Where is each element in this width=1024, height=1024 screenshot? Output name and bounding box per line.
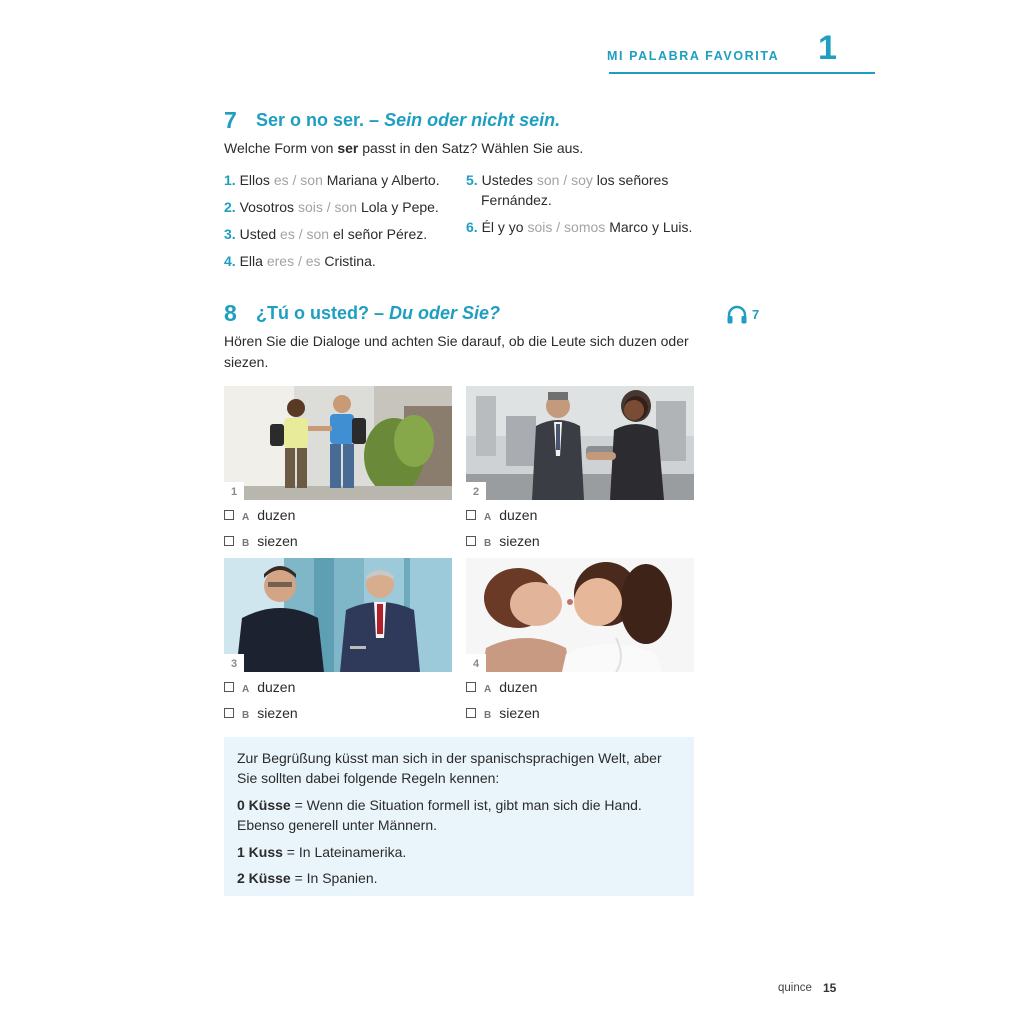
photo-4-option-a[interactable]: A duzen <box>466 678 537 699</box>
photo-1-number: 1 <box>224 482 244 500</box>
exercise-7-item-6[interactable]: 6. Él y yo sois / somos Marco y Luis. <box>466 219 693 235</box>
photo-4-option-b[interactable]: B siezen <box>466 704 540 725</box>
checkbox[interactable] <box>466 682 476 692</box>
audio-track-button[interactable] <box>726 305 766 325</box>
page-number: 15 <box>823 981 837 995</box>
checkbox[interactable] <box>466 536 476 546</box>
info-rule-2: 2 Küsse = In Spanien. <box>237 870 378 886</box>
info-line-2: Sie sollten dabei folgende Regeln kennen: <box>237 770 500 786</box>
photo-3-option-a[interactable]: A duzen <box>224 678 295 699</box>
exercise-8-instruction-line-1: Hören Sie die Dialoge und achten Sie darauf, ob die Leute sich duzen oder <box>224 333 689 349</box>
photo-1-option-a[interactable]: A duzen <box>224 506 295 527</box>
chapter-label: MI PALABRA FAVORITA <box>607 49 780 63</box>
photo-1 <box>224 386 452 500</box>
exercise-7-instruction: Welche Form von ser passt in den Satz? Wählen Sie aus. <box>224 140 584 156</box>
exercise-7-item-1[interactable]: 1. Ellos es / son Mariana y Alberto. <box>224 172 440 188</box>
exercise-8-number: 8 <box>224 300 237 326</box>
header-rule <box>609 72 875 74</box>
info-box <box>224 737 694 896</box>
photo-2-option-b[interactable]: B siezen <box>466 532 540 553</box>
checkbox[interactable] <box>224 682 234 692</box>
info-rule-0: 0 Küsse = Wenn die Situation formell ist, gibt man sich die Hand. <box>237 797 642 813</box>
checkbox[interactable] <box>224 510 234 520</box>
headphones-icon <box>726 305 748 325</box>
exercise-7-item-4[interactable]: 4. Ella eres / es Cristina. <box>224 253 376 269</box>
info-rule-1: 1 Kuss = In Lateinamerika. <box>237 844 407 860</box>
photo-3 <box>224 558 452 672</box>
info-rule-0-line-2: Ebenso generell unter Männern. <box>237 817 438 833</box>
photo-4 <box>466 558 694 672</box>
info-line-1: Zur Begrüßung küsst man sich in der spanischsprachigen Welt, aber <box>237 750 662 766</box>
photo-3-option-b[interactable]: B siezen <box>224 704 298 725</box>
checkbox[interactable] <box>466 510 476 520</box>
checkbox[interactable] <box>224 536 234 546</box>
exercise-7-number: 7 <box>224 107 237 133</box>
exercise-8-title: ¿Tú o usted? – Du oder Sie? <box>256 303 501 323</box>
exercise-7-item-2[interactable]: 2. Vosotros sois / son Lola y Pepe. <box>224 199 439 215</box>
photo-1-option-b[interactable]: B siezen <box>224 532 298 553</box>
photo-2-option-a[interactable]: A duzen <box>466 506 537 527</box>
exercise-7-item-5[interactable]: 5. Ustedes son / soy los señores <box>466 172 669 188</box>
audio-track-number: 7 <box>752 307 760 322</box>
page-number-word: quince <box>778 982 812 994</box>
exercise-7-item-3[interactable]: 3. Usted es / son el señor Pérez. <box>224 226 428 242</box>
exercise-7-item-5-continuation: Fernández. <box>481 192 552 208</box>
chapter-number: 1 <box>818 29 837 67</box>
checkbox[interactable] <box>224 708 234 718</box>
exercise-7-title: Ser o no ser. – Sein oder nicht sein. <box>256 110 561 130</box>
checkbox[interactable] <box>466 708 476 718</box>
photo-2 <box>466 386 694 500</box>
photo-3-number: 3 <box>224 654 244 672</box>
exercise-8-instruction-line-2: siezen. <box>224 354 269 370</box>
photo-2-number: 2 <box>466 482 486 500</box>
photo-4-number: 4 <box>466 654 486 672</box>
